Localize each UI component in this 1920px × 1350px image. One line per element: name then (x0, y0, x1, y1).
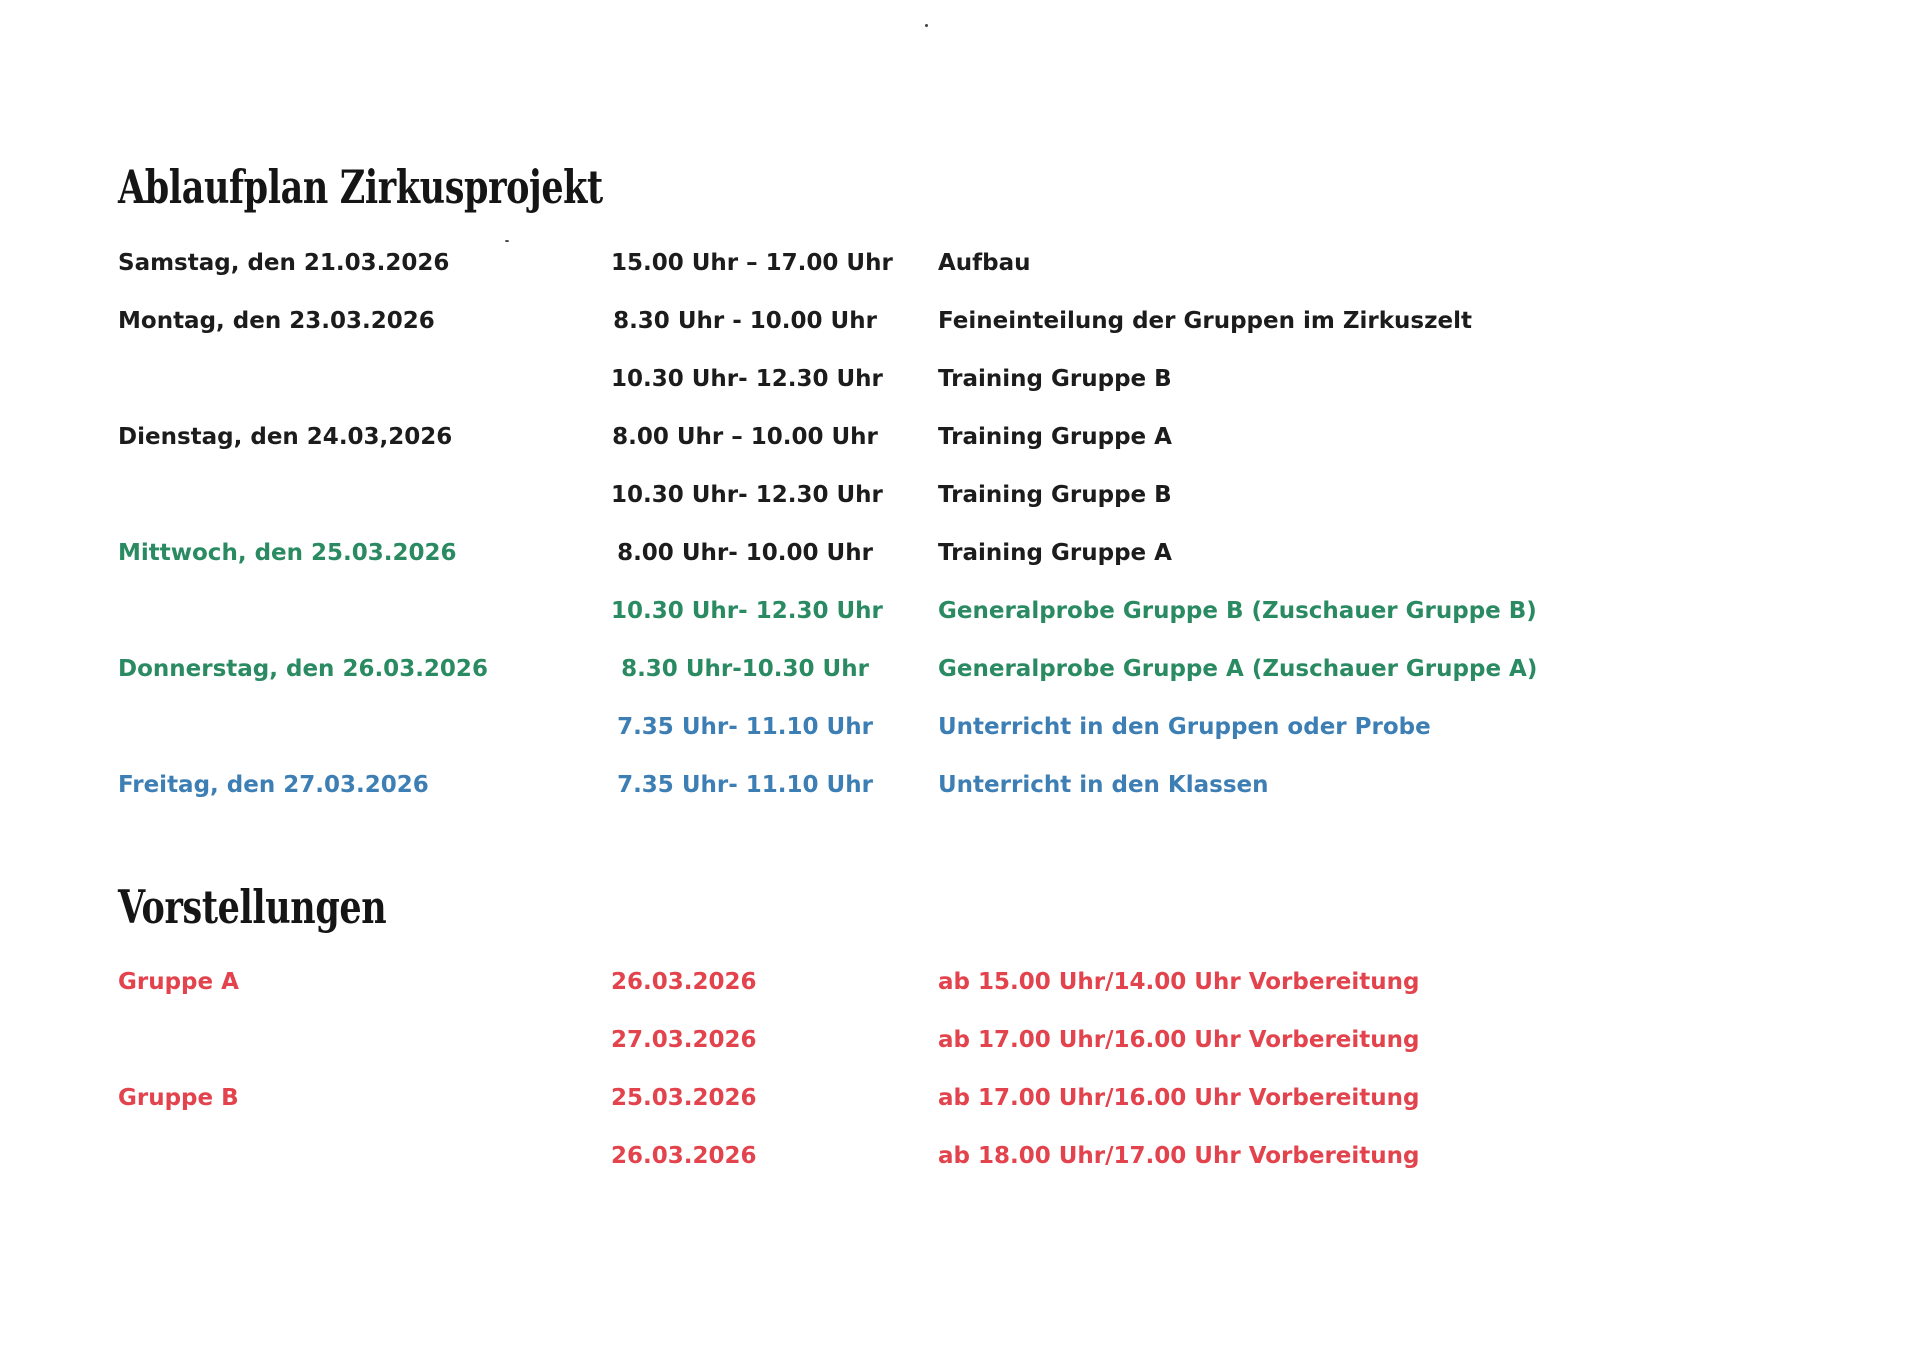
schedule-day: Mittwoch, den 25.03.2026 (118, 540, 457, 566)
schedule-time: 8.30 Uhr-10.30 Uhr (621, 656, 869, 682)
schedule-row (0, 466, 1920, 524)
schedule-time: 7.35 Uhr- 11.10 Uhr (617, 772, 873, 798)
performance-group: Gruppe B (118, 1085, 239, 1111)
schedule-title: Ablaufplan Zirkusprojekt (118, 160, 603, 214)
schedule-time: 8.30 Uhr - 10.00 Uhr (613, 308, 877, 334)
performance-info: ab 17.00 Uhr/16.00 Uhr Vorbereitung (938, 1027, 1420, 1053)
performance-row (0, 1011, 1920, 1069)
schedule-row (0, 698, 1920, 756)
schedule-time: 7.35 Uhr- 11.10 Uhr (617, 714, 873, 740)
performance-row (0, 1069, 1920, 1127)
schedule-activity: Training Gruppe A (938, 424, 1172, 450)
schedule-day: Donnerstag, den 26.03.2026 (118, 656, 488, 682)
performance-row (0, 1127, 1920, 1185)
schedule-activity: Training Gruppe B (938, 482, 1172, 508)
schedule-time: 8.00 Uhr – 10.00 Uhr (612, 424, 878, 450)
performance-date: 25.03.2026 (611, 1085, 757, 1111)
scan-speck (925, 24, 928, 27)
performance-date: 26.03.2026 (611, 1143, 757, 1169)
scan-speck (505, 240, 509, 242)
performance-info: ab 18.00 Uhr/17.00 Uhr Vorbereitung (938, 1143, 1420, 1169)
schedule-day: Samstag, den 21.03.2026 (118, 250, 450, 276)
schedule-row (0, 640, 1920, 698)
schedule-row (0, 756, 1920, 814)
performance-group: Gruppe A (118, 969, 239, 995)
schedule-activity: Feineinteilung der Gruppen im Zirkuszelt (938, 308, 1472, 334)
schedule-activity: Aufbau (938, 250, 1031, 276)
schedule-activity: Training Gruppe B (938, 366, 1172, 392)
schedule-day: Montag, den 23.03.2026 (118, 308, 435, 334)
performance-date: 27.03.2026 (611, 1027, 757, 1053)
schedule-time: 10.30 Uhr- 12.30 Uhr (611, 366, 883, 392)
schedule-time: 10.30 Uhr- 12.30 Uhr (611, 598, 883, 624)
schedule-row (0, 234, 1920, 292)
schedule-day: Dienstag, den 24.03,2026 (118, 424, 453, 450)
schedule-activity: Unterricht in den Gruppen oder Probe (938, 714, 1431, 740)
performance-info: ab 15.00 Uhr/14.00 Uhr Vorbereitung (938, 969, 1420, 995)
schedule-activity: Unterricht in den Klassen (938, 772, 1269, 798)
schedule-row (0, 408, 1920, 466)
schedule-row (0, 524, 1920, 582)
schedule-activity: Generalprobe Gruppe A (Zuschauer Gruppe A) (938, 656, 1538, 682)
performance-info: ab 17.00 Uhr/16.00 Uhr Vorbereitung (938, 1085, 1420, 1111)
schedule-activity: Generalprobe Gruppe B (Zuschauer Gruppe B) (938, 598, 1537, 624)
schedule-activity: Training Gruppe A (938, 540, 1172, 566)
schedule-row (0, 350, 1920, 408)
schedule-row (0, 582, 1920, 640)
schedule-time: 15.00 Uhr – 17.00 Uhr (611, 250, 893, 276)
schedule-time: 10.30 Uhr- 12.30 Uhr (611, 482, 883, 508)
performance-row (0, 953, 1920, 1011)
performances-title: Vorstellungen (118, 880, 387, 934)
performance-date: 26.03.2026 (611, 969, 757, 995)
schedule-row (0, 292, 1920, 350)
schedule-day: Freitag, den 27.03.2026 (118, 772, 429, 798)
schedule-time: 8.00 Uhr- 10.00 Uhr (617, 540, 873, 566)
